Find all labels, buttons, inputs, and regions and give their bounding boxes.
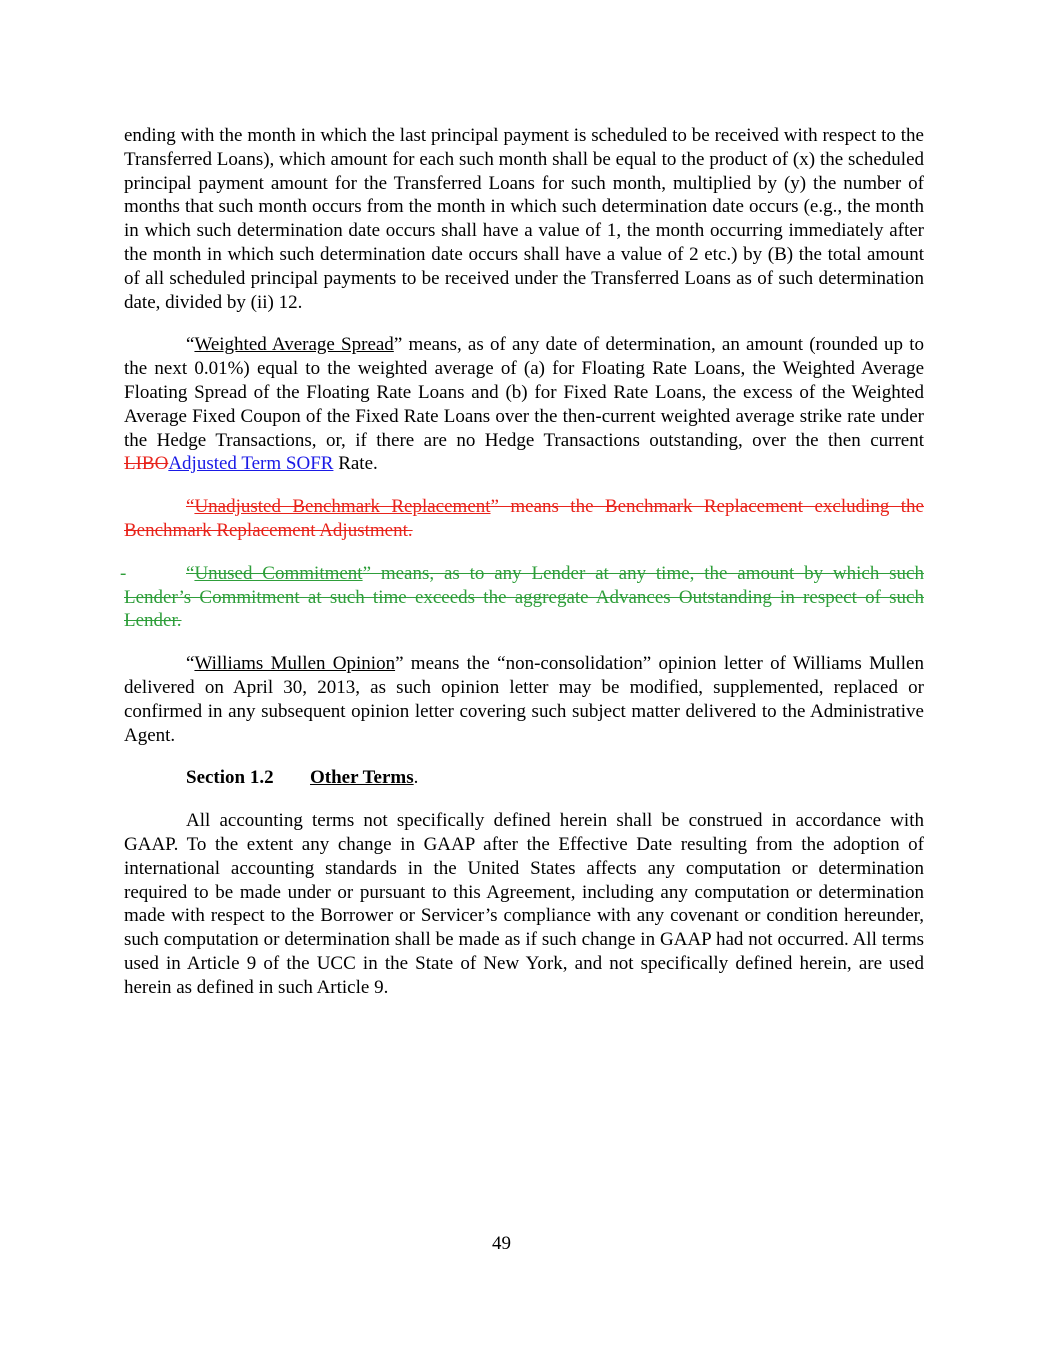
paragraph-text: All accounting terms not specifically defined herein shall be construed in accordance with GAAP. To the extent any change in GAAP after the Effective Date resulting from the adoption of international accounting standards in the United States affects any computation or determination required to be made under or pursuant to this Agreement, including any computation or determination made with respect to the Borrower or Servicer’s compliance with any covenant or condition hereunder, such computation or determination shall be made as if such change in GAAP had not occurred. All terms used in Article 9 of the UCC in the State of New York, and not specifically defined herein, are used herein as defined in such Article 9. xyxy=(124,810,924,998)
deleted-text: LIBO xyxy=(124,453,169,475)
open-quote: “ xyxy=(186,562,195,584)
paragraph-accounting-terms xyxy=(124,809,924,999)
document-page xyxy=(120,124,924,1019)
open-quote: “ xyxy=(186,334,195,356)
section-number: Section 1.2 xyxy=(186,767,274,789)
open-quote: “ xyxy=(186,653,195,675)
open-quote: “ xyxy=(186,496,195,518)
defined-term: Unadjusted Benchmark Replacement xyxy=(194,496,491,518)
section-heading xyxy=(124,766,924,790)
section-title-period: . xyxy=(413,767,419,789)
defined-term: Williams Mullen Opinion xyxy=(194,653,396,675)
inserted-text: Adjusted Term SOFR xyxy=(168,453,334,475)
definition-body: ” means the Benchmark Replacement excluding the Benchmark Replacement Adjustment. xyxy=(124,496,924,541)
page-number: 49 xyxy=(492,1233,511,1254)
paragraph-text: ending with the month in which the last principal payment is scheduled to be received with respect to the Transferred Loans), which amount for each such month shall be equal to the product of (x) the scheduled principal payment amount for the Transferred Loans for such month, multiplied by (y) the number of months that such month occurs from the month in which such determination date occurs (e.g., the month in which such determination date occurs shall have a value of 1, the month occurring immediately after the month in which such determination date occurs shall have a value of 2 etc.) by (B) the total amount of all scheduled principal payments to be received under the Transferred Loans as of such determination date, divided by (ii) 12. xyxy=(124,125,924,313)
section-title: Other Terms xyxy=(310,767,414,789)
definition-weighted-average-spread xyxy=(124,333,924,476)
definition-unused-commitment-deleted xyxy=(120,562,924,633)
paragraph-continuation xyxy=(124,124,924,314)
definition-tail: Rate. xyxy=(333,453,378,475)
definition-body: ” means, as of any date of determination, an amount (rounded up to the next 0.01%) equal to the weighted average of (a) for Floating Rate Loans, the Weighted Average Floating Spread of the Floating Rate Loans and (b) for Fixed Rate Loans, the excess of the Weighted Average Fixed Coupon of the Fixed Rate Loans over the then-current weighted average strike rate under the Hedge Transactions, or, if there are no Hedge Transactions outstanding, over the then current xyxy=(124,334,924,451)
definition-body: ” means the “non-consolidation” opinion letter of Williams Mullen delivered on April 30, 2013, as such opinion letter may be modified, supplemented, replaced or confirmed in any subsequent opinion letter covering such subject matter delivered to the Administrative Agent. xyxy=(124,653,924,746)
defined-term: Unused Commitment xyxy=(194,562,363,584)
definition-williams-mullen-opinion xyxy=(124,652,924,747)
definition-body: ” means, as to any Lender at any time, the amount by which such Lender’s Commitment at such time exceeds the aggregate Advances Outstanding in respect of such Lender. xyxy=(124,562,924,632)
change-bar-mark: - xyxy=(120,562,127,584)
defined-term: Weighted Average Spread xyxy=(194,334,394,356)
definition-unadjusted-benchmark-replacement-deleted xyxy=(124,495,924,543)
